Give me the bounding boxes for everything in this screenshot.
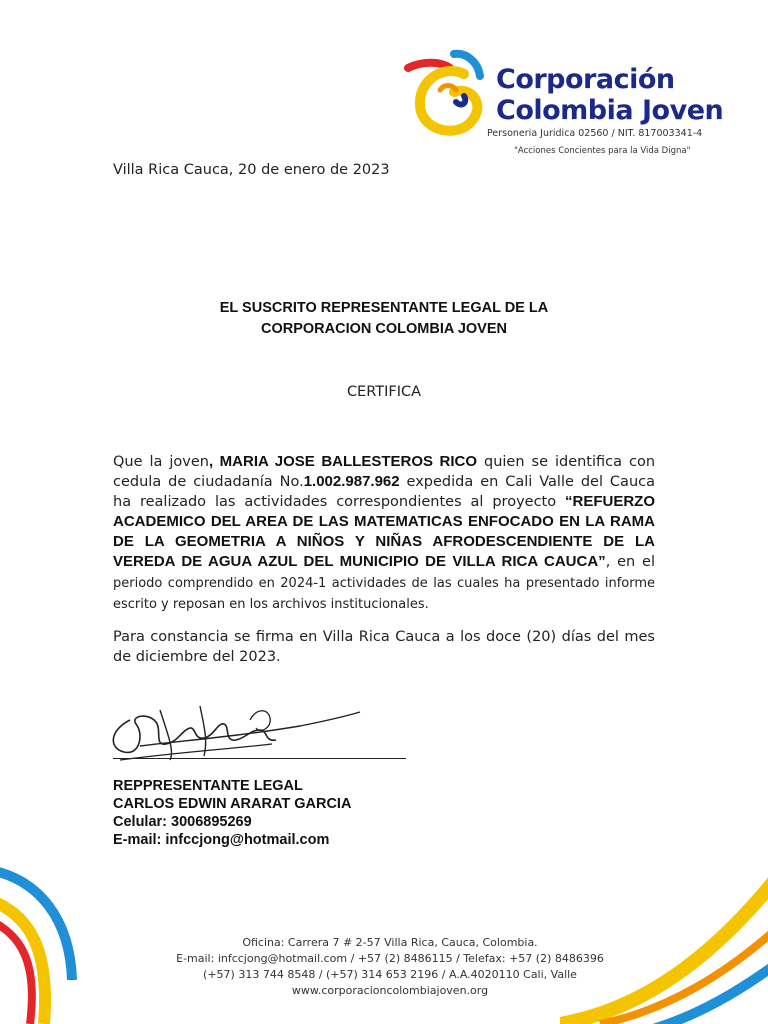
project-name: “REFUERZO ACADEMICO DEL AREA DE LAS MATEMATICAS ENFOCADO EN LA RAMA DE LA GEOMETRIA A NIÑOS Y NIÑAS AFRODESCENDIENTE DE LA VEREDA DE AGUA AZUL DEL MUNICIPIO DE VILLA RICA CAUCA” — [113, 493, 655, 570]
student-name: , MARIA JOSE BALLESTEROS RICO — [208, 453, 478, 470]
footer-website: www.corporacioncolombiajoven.org — [291, 984, 489, 997]
body-period: periodo comprendido en 2024-1 actividades de las cuales ha presentado informe escrito y reposan en los archivos institucionales. — [113, 576, 655, 612]
logo — [404, 46, 734, 161]
body-id-text: quien se identifica con cedula de ciudadanía No. — [113, 454, 656, 490]
certifica-title: CERTIFICA — [346, 384, 422, 400]
legal-id: Personeria Juridica 02560 / NIT. 817003341-4 — [487, 128, 703, 139]
body-project-intro: expedida en Cali Valle del Cauca ha realizado las actividades correspondientes al proyecto — [113, 474, 655, 510]
heading-line1: EL SUSCRITO REPRESENTANTE LEGAL DE LA — [219, 300, 549, 316]
footer-phones: (+57) 313 744 8548 / (+57) 314 653 2196 / A.A.4020110 Cali, Valle — [203, 968, 577, 981]
org-name — [496, 64, 723, 126]
id-number: 1.002.987.962 — [303, 473, 400, 490]
signer-phone: Celular: 3006895269 — [113, 814, 252, 830]
footer-email-phone: E-mail: infccjong@hotmail.com / +57 (2) 8486115 / Telefax: +57 (2) 8486396 — [176, 952, 604, 965]
footer-address: Oficina: Carrera 7 # 2-57 Villa Rica, Cauca, Colombia. — [242, 936, 538, 949]
letter-heading — [113, 298, 655, 340]
handwritten-signature — [100, 700, 400, 770]
signer-name: CARLOS EDWIN ARARAT GARCIA — [113, 796, 352, 812]
body-en-el: , en el — [605, 554, 655, 570]
org-name-line1: Corporación — [496, 64, 675, 95]
signer-email: E-mail: infccjong@hotmail.com — [113, 832, 330, 848]
heading-line2: CORPORACION COLOMBIA JOVEN — [261, 321, 507, 337]
body-intro: Que la joven — [113, 454, 209, 470]
place-date: Villa Rica Cauca, 20 de enero de 2023 — [113, 162, 390, 178]
signature-line — [113, 758, 406, 759]
letterhead-footer — [130, 935, 650, 999]
decorative-swoosh-left-icon — [0, 860, 90, 1024]
signer-role: REPPRESENTANTE LEGAL — [113, 778, 303, 794]
org-name-line2: Colombia Joven — [496, 95, 724, 126]
signer-block — [113, 777, 351, 849]
certification-body — [113, 452, 655, 615]
motto: "Acciones Concientes para la Vida Digna" — [514, 146, 691, 156]
closing-paragraph: Para constancia se firma en Villa Rica Cauca a los doce (20) días del mes de diciembre del 2023. — [113, 629, 655, 665]
